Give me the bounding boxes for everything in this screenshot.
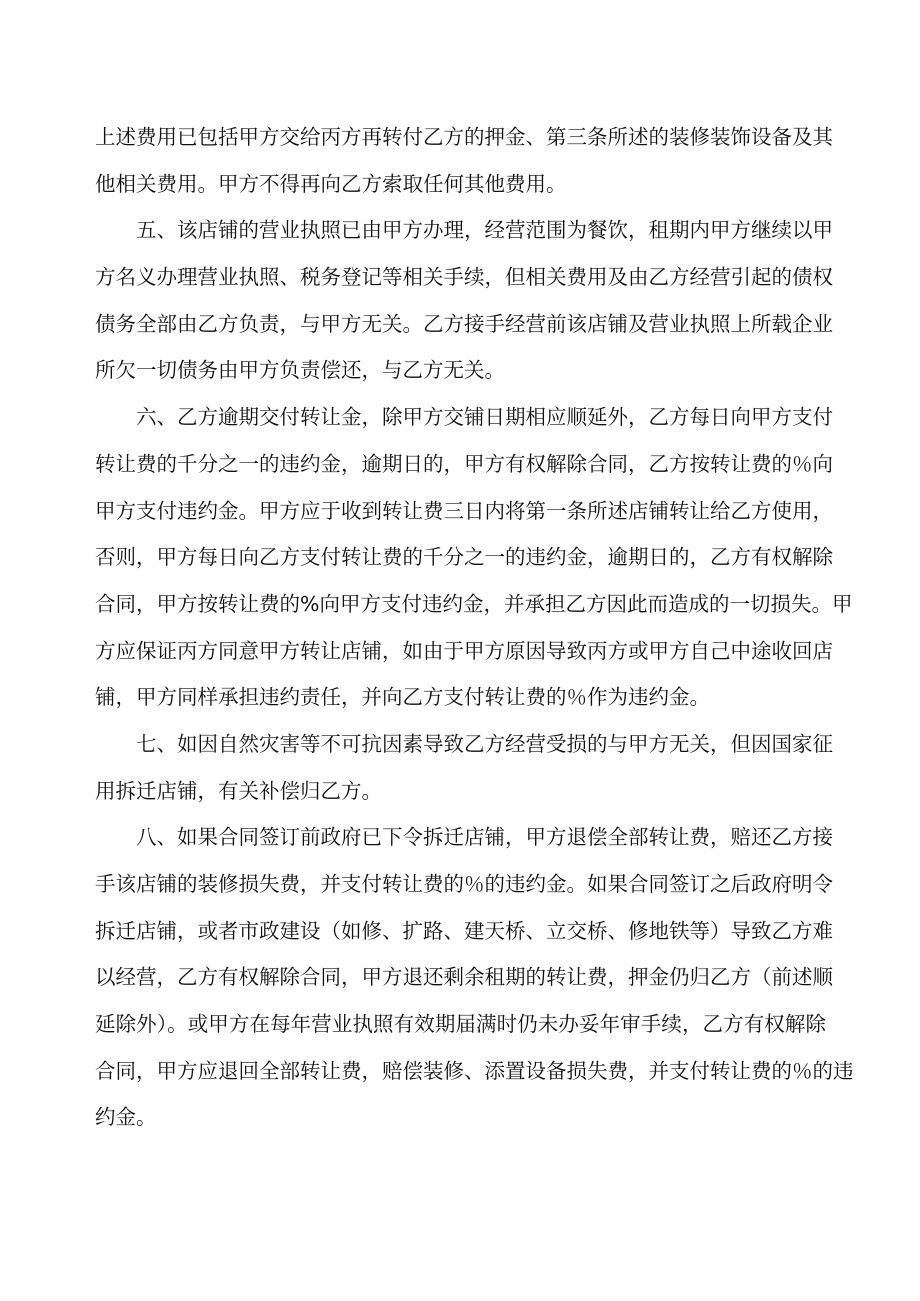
text-line: 以经营，乙方有权解除合同，甲方退还剩余租期的转让费，押金仍归乙方（前述顺: [95, 965, 833, 990]
text-line: 合同，甲方应退回全部转让费，赔偿装修、添置设备损失费，并支付转让费的％的违: [95, 1058, 854, 1083]
text-line: 方应保证丙方同意甲方转让店铺，如由于甲方原因导致丙方或甲方自己中途收回店: [95, 638, 833, 663]
paragraph: [95, 207, 833, 394]
text-line: 债务全部由乙方负责，与甲方无关。乙方接手经营前该店铺及营业执照上所载企业: [95, 311, 833, 336]
paragraph: [95, 814, 854, 1141]
text-line: 所欠一切债务由甲方负责偿还，与乙方无关。: [95, 358, 505, 383]
text-line: 五、该店铺的营业执照已由甲方办理，经营范围为餐饮，租期内甲方继续以甲: [95, 218, 833, 243]
text-line: 否则，甲方每日向乙方支付转让费的千分之一的违约金，逾期日的，乙方有权解除: [95, 545, 833, 570]
text-line: 八、如果合同签订前政府已下令拆迁店铺，甲方退偿全部转让费，赔还乙方接: [95, 825, 833, 850]
document-page: [95, 114, 854, 1141]
text-line: 七、如因自然灾害等不可抗因素导致乙方经营受损的与甲方无关，但因国家征: [95, 731, 833, 756]
text-line: 用拆迁店铺，有关补偿归乙方。: [95, 778, 382, 803]
text-line: 约金。: [95, 1105, 157, 1130]
text-line: 甲方支付违约金。甲方应于收到转让费三日内将第一条所述店铺转让给乙方使用，: [95, 498, 833, 523]
text-line: 六、乙方逾期交付转让金，除甲方交铺日期相应顺延外，乙方每日向甲方支付: [95, 405, 833, 430]
paragraph: [95, 394, 853, 721]
text-line: 拆迁店铺，或者市政建设（如修、扩路、建天桥、立交桥、修地铁等）导致乙方难: [95, 918, 833, 943]
paragraph: [95, 721, 833, 814]
text-line: 转让费的千分之一的违约金，逾期日的，甲方有权解除合同，乙方按转让费的％向: [95, 451, 833, 476]
text-line: 铺，甲方同样承担违约责任，并向乙方支付转让费的％作为违约金。: [95, 685, 710, 710]
text-line: 延除外）。或甲方在每年营业执照有效期届满时仍未办妥年审手续，乙方有权解除: [95, 1012, 826, 1037]
text-line: 合同，甲方按转让费的%向甲方支付违约金，并承担乙方因此而造成的一切损失。甲: [95, 591, 853, 616]
text-line: 手该店铺的装修损失费，并支付转让费的％的违约金。如果合同签订之后政府明令: [95, 872, 833, 896]
text-line: 上述费用已包括甲方交给丙方再转付乙方的押金、第三条所述的装修装饰设备及其: [95, 125, 833, 149]
text-line: 方名义办理营业执照、税务登记等相关手续，但相关费用及由乙方经营引起的债权: [95, 265, 833, 290]
paragraph: [95, 114, 833, 207]
text-line: 他相关费用。甲方不得再向乙方索取任何其他费用。: [95, 171, 567, 196]
